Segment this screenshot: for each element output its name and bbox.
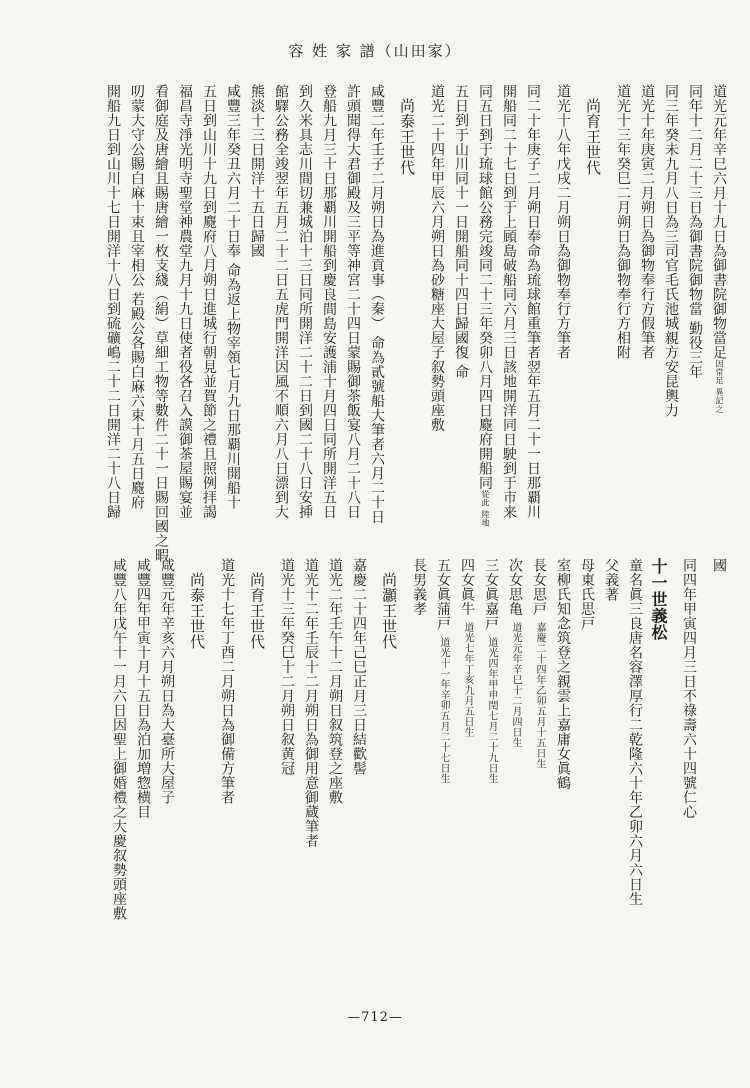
column-text: 咸豐三年癸丑六月二十日奉 命為返上物宰領七月九日那覇川開船十 — [225, 84, 241, 510]
column-text: 長男義孝 — [411, 558, 427, 616]
column-text: 咸豐四年甲寅十月十五日為泊加増惣横目 — [135, 558, 151, 819]
column-text: 室柳氏知念筑登之親雲上嘉庸女眞鶴 — [555, 558, 571, 790]
column-text: 十一世義松 — [649, 558, 668, 641]
column-text: 道光二年壬午十二月朔日叙筑登之座敷 — [327, 558, 343, 805]
column-text: 道光十七年丁酉二月朔日為御備方筆者 — [219, 558, 235, 805]
column-text: 咸豐八年戊午十一月六日因聖上御婚禮之大慶叙勢頭座敷 — [111, 558, 127, 921]
text-column — [522, 558, 546, 769]
column-text: 道光二十四年甲辰六月朔日為砂糖座大屋子叙勢頭座敷 — [429, 84, 445, 432]
text-column — [630, 84, 654, 360]
column-text: 登船九月三十日那覇川開船到慶良間島安護浦十月四日同所開洋五日 — [321, 84, 337, 519]
text-column — [420, 84, 444, 432]
column-text: 次女思亀 — [507, 558, 523, 616]
column-text: 開船同二十七日到于上頋島破船同六月三日該地開洋同日駛到于市来 — [501, 84, 517, 519]
column-text: 許頭聞得大君御殿及三平等神宮二十四日蒙賜御茶飯宴八月二十八日 — [345, 84, 361, 519]
column-text: 五日到于山川同十一日開船同十四日歸國復 命 — [453, 84, 469, 379]
column-text: 尚泰王世代 — [188, 572, 206, 650]
column-text: 長女思戸 — [531, 558, 547, 616]
page-number: —712— — [347, 1010, 403, 1025]
column-text: 道光十三年癸巳二月朔日為御物奉行方相附 — [615, 84, 631, 360]
column-text: 尚育王世代 — [584, 98, 602, 176]
text-column — [336, 84, 360, 519]
generation-heading — [642, 558, 666, 641]
text-column — [240, 84, 264, 258]
column-text: 道光十三年癸巳十二月朔日叙黄冠 — [279, 558, 295, 776]
text-column — [360, 84, 384, 524]
birth-date-note: 嘉慶二十四年乙卯五月十五日生 — [534, 622, 545, 769]
column-text: 三女眞嘉戸 — [483, 558, 499, 631]
column-text: 看御庭及唐繪且賜唐繪一枚支綫（絹）草細工物等數件二十一日賜回國之暇 — [153, 84, 169, 563]
text-column — [474, 558, 498, 784]
text-column — [672, 558, 696, 819]
text-column — [498, 558, 522, 748]
column-text: 同三年癸未九月八日為三司官毛氏池城親方安昆輿力 — [663, 84, 679, 418]
text-column — [288, 84, 312, 519]
text-column — [318, 558, 342, 805]
text-column — [312, 84, 336, 519]
text-column — [606, 84, 630, 360]
column-text: 尚泰王世代 — [398, 98, 416, 176]
birth-date-note: 道光七年丁亥九月五日生 — [462, 622, 473, 738]
text-column — [294, 558, 318, 848]
column-text: 道光十年庚寅二月朔日為御物奉行方假筆者 — [639, 84, 655, 360]
text-column — [444, 84, 468, 379]
text-column — [216, 84, 240, 509]
lower-text-block — [26, 558, 726, 921]
column-text: 道光元年辛巳六月十九日為御書院御物當足 — [711, 84, 727, 360]
text-column — [426, 558, 450, 784]
reign-heading — [180, 558, 204, 650]
column-text: 開船九日到山川十七日開洋十八日到硫礦嶋二十二日開洋二十八日歸 — [105, 84, 121, 519]
text-column — [654, 84, 678, 418]
column-text: 童名眞三良唐名容澤厚行二乾隆六十年乙卯六月六日生 — [627, 558, 643, 906]
text-column — [546, 558, 570, 790]
text-column — [144, 84, 168, 563]
text-column — [264, 84, 288, 519]
text-column — [120, 84, 144, 509]
column-text: 到久米具志川間切兼城泊十三日同所開洋二十二日到國二十八日安挿 — [297, 84, 313, 519]
column-text: 父義著 — [603, 558, 619, 602]
birth-date-note: 道光元年辛巳十二月四日生 — [510, 622, 521, 748]
page-header: 容 姓 家 譜（山田家） — [288, 42, 462, 60]
text-column — [546, 84, 570, 360]
annotation-note: 因常足 異記之 — [715, 359, 724, 414]
text-column — [150, 558, 174, 805]
column-text: 四女眞牛 — [459, 558, 475, 616]
reign-heading — [240, 558, 264, 650]
annotation-note: 從此 陸地 — [481, 490, 490, 528]
text-column — [210, 558, 234, 805]
text-column — [102, 558, 126, 921]
column-text: 館驛公務全竣翌年五月二十二日五虎門開洋因風不順六月八日漂到大 — [273, 84, 289, 519]
column-text: 尚灝王世代 — [380, 572, 398, 650]
text-column — [468, 84, 492, 527]
text-column — [270, 558, 294, 776]
text-column — [702, 84, 726, 414]
text-column — [618, 558, 642, 906]
column-text: 國 — [711, 558, 727, 573]
text-column — [192, 84, 216, 519]
column-text: 同二十年庚子二月朔日奉命為琉球館重筆者翌年五月二十一日那覇川 — [525, 84, 541, 519]
text-column — [678, 84, 702, 379]
text-column — [126, 558, 150, 819]
text-column — [402, 558, 426, 616]
column-text: 母東氏思戸 — [579, 558, 595, 631]
birth-date-note: 道光四年甲申閏七月二十九日生 — [486, 636, 497, 784]
column-text: 道光十八年戊戌二月朔日為御物奉行方筆者 — [555, 84, 571, 360]
column-text: 道光十二年壬辰十二月朔日為御用意御蔵筆者 — [303, 558, 319, 848]
reign-heading — [390, 84, 414, 176]
text-column — [492, 84, 516, 519]
column-text: 福昌寺淨光明寺聖堂神農堂九月十九日使者役各召入謨御茶屋賜宴並 — [177, 84, 193, 519]
column-text: 同年十二月二十三日為御書院御物當 勤役三年 — [687, 84, 703, 379]
column-text: 同四年甲寅四月三日不祿壽六十四號仁心 — [681, 558, 697, 819]
text-column — [342, 558, 366, 776]
column-text: 咸豐二年壬子二月朔日為進貢事（秦） 命為貳號船大筆者六月二十日 — [369, 84, 385, 524]
column-text: 叨蒙大守公賜白麻十束且宰相公 若殿公各賜白麻六束十月五日麑府 — [129, 84, 145, 510]
column-text: 熊淡十三日開洋十五日歸國 — [249, 84, 265, 258]
birth-date-note: 道光十一年辛卯五月二十七日生 — [438, 636, 449, 784]
column-text: 嘉慶二十四年己巳正月三日結歡髻 — [351, 558, 367, 776]
text-column — [570, 558, 594, 631]
text-column — [96, 84, 120, 519]
text-column — [516, 84, 540, 519]
column-text: 尚育王世代 — [248, 572, 266, 650]
text-column — [702, 558, 726, 573]
reign-heading — [576, 84, 600, 176]
upper-text-block — [26, 84, 726, 563]
text-column — [168, 84, 192, 519]
column-text: 同五日到于琉球館公務完竣同二十三年癸卯八月四日麑府開船同 — [477, 84, 493, 490]
reign-heading — [372, 558, 396, 650]
column-text: 五女眞蒲戸 — [435, 558, 451, 631]
text-column — [450, 558, 474, 738]
text-column — [594, 558, 618, 602]
column-text: 咸豐元年辛亥六月朔日為大臺所大屋子 — [159, 558, 175, 805]
column-text: 五日到山川十九日到麑府八月朔日進城行朝見並賀節之禮且照例拝謁 — [201, 84, 217, 519]
